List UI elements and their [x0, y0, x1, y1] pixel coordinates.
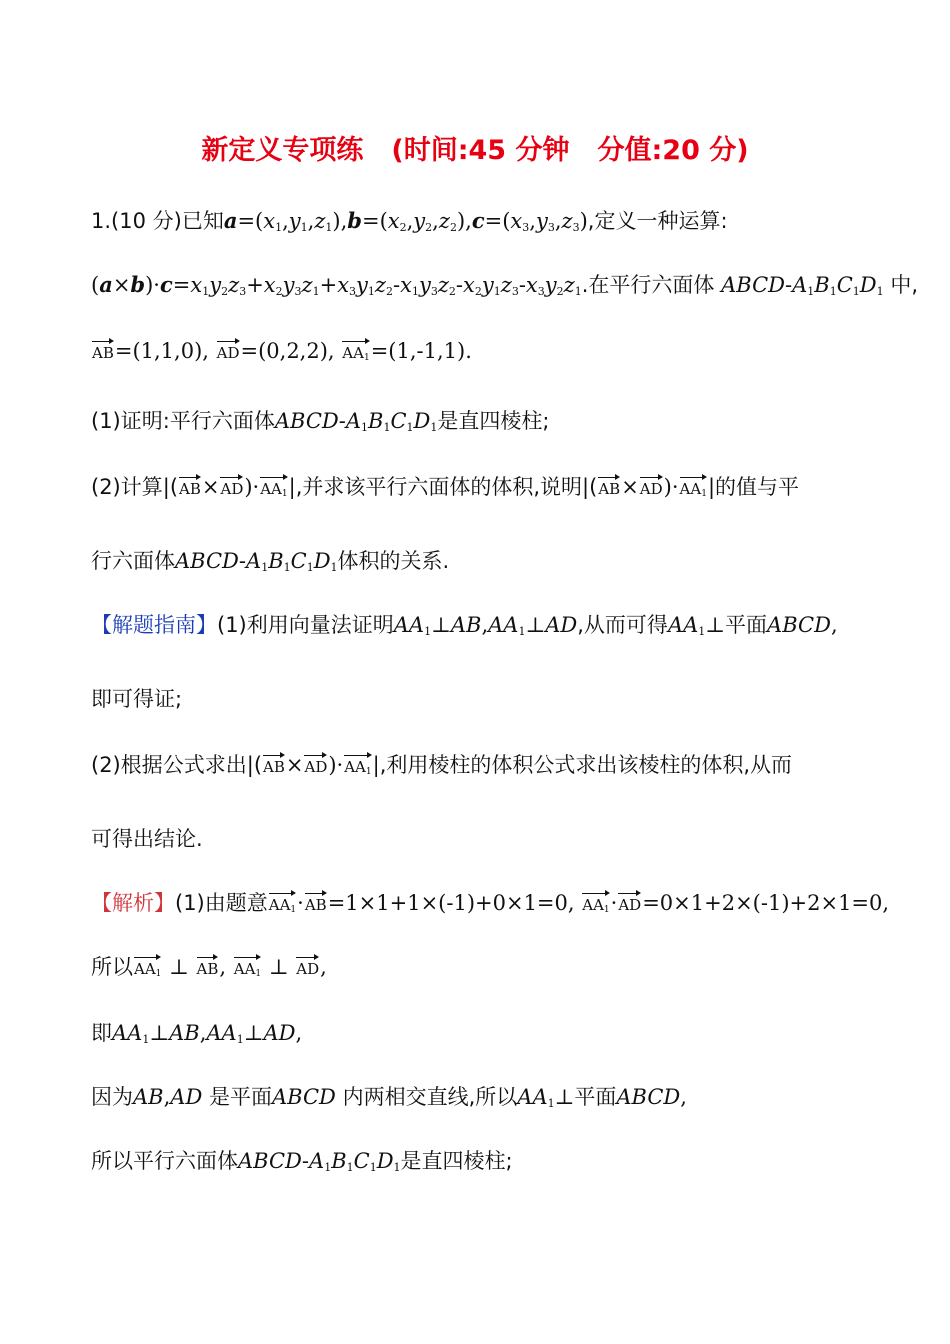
vector-aa1: $AA_1$: [260, 475, 287, 497]
solution-eq1: =1×1+1×(-1)+0×1=0,: [327, 891, 575, 915]
part1-text: (1)证明:平行六面体: [91, 409, 275, 433]
vector-aa1: $AA_1$: [344, 753, 371, 775]
solution-l3a: 即: [91, 1021, 112, 1045]
q1-part-2: (2)计算$|(AB\times AD)\cdot AA_1|$,并求该平行六面体的体积,说明$|(AB\times AD)\cdot AA_1|$的值与平: [91, 475, 800, 499]
q1-number: 1.(10 分): [91, 209, 182, 233]
guide-l1a: (1)利用向量法证明: [217, 613, 394, 637]
page-title: [0, 128, 950, 167]
q1-part-2-line-2: 行六面体ABCD-$A_1B_1C_1D_1$体积的关系.: [91, 549, 450, 574]
ab-value: =(1,1,0),: [114, 339, 209, 363]
solution-l5a: 所以平行六面体: [91, 1149, 238, 1173]
guide-line-3: (2)根据公式求出$|(AB\times AD)\cdot AA_1|$,利用棱柱的体积公式求出该棱柱的体积,从而: [91, 753, 793, 777]
vector-ab: AB: [598, 475, 620, 497]
solution-line-1: 【解析】(1)由题意$AA_1\cdot AB=1\times 1+1\times(-1)+0\times 1=0$, $AA_1\cdot AD=0\times 1+2\times(-1)+2\times 1=0$,: [91, 891, 890, 915]
q1-middle: 中,: [890, 273, 919, 297]
ad-value: =(0,2,2),: [240, 339, 335, 363]
vector-aa1: $AA_1$: [134, 955, 161, 977]
part2-end: |的值与平: [707, 475, 800, 499]
vector-ab: AB: [305, 891, 327, 913]
guide-line-1: 【解题指南】(1)利用向量法证明$AA_1\perp AB,AA_1\perp AD$,从而可得$AA_1\perp$平面ABCD,: [91, 613, 838, 638]
q1-part-1: (1)证明:平行六面体ABCD-$A_1B_1C_1D_1$是直四棱柱;: [91, 409, 550, 434]
vector-aa1: $AA_1$: [234, 955, 261, 977]
solution-l4a: 因为: [91, 1085, 133, 1109]
vector-ad: AD: [217, 339, 240, 361]
solution-line-4: 因为AB,AD 是平面ABCD 内两相交直线,所以$AA_1\perp$平面ABCD,: [91, 1085, 687, 1110]
guide-tag: 【解题指南】: [91, 613, 217, 637]
vector-ad: AD: [220, 475, 243, 497]
solution-l4d: 平面: [574, 1085, 617, 1109]
guide-l1b: ,从而可得: [577, 613, 668, 637]
solution-eq2: =0×1+2×(-1)+2×1=0,: [642, 891, 890, 915]
vector-ad: AD: [296, 955, 319, 977]
vector-ab: AB: [197, 955, 219, 977]
q1-line-1: 1.(10 分)已知$a=(x_1,y_1,z_1),b=(x_2,y_2,z_2),c=(x_3,y_3,z_3)$,定义一种运算:: [91, 208, 728, 234]
vector-ad: AD: [640, 475, 663, 497]
part2-line2: 行六面体: [91, 549, 175, 573]
q1-line-2: $(a\times b)\cdot c=x_1y_2z_3+x_2y_3z_1+x_3y_1z_2-x_1y_3z_2-x_2y_1z_3-x_3y_2z_1$.在平行六面体 ABCD-$A_1B_1C_1D_1$ 中,: [91, 272, 919, 298]
guide-l2: 即可得证;: [91, 687, 183, 711]
solution-l4c: 内两相交直线,所以: [342, 1085, 518, 1109]
title-main: 新定义专项练: [201, 135, 364, 166]
guide-l3b: ,利用棱柱的体积公式求出该棱柱的体积,从而: [379, 753, 793, 777]
part2-mid: ,并求该平行六面体的体积,说明|(: [295, 475, 598, 499]
part2-text: (2)计算|(: [91, 475, 179, 499]
solution-l2a: 所以: [91, 955, 133, 979]
vector-ab: AB: [263, 753, 285, 775]
guide-l1c: 平面: [725, 613, 768, 637]
guide-line-2: [91, 684, 881, 714]
title-time: (时间:45 分钟: [391, 135, 570, 166]
vector-aa1: $AA_1$: [269, 891, 296, 913]
guide-l4: 可得出结论.: [91, 827, 203, 851]
vector-aa1: $AA_1$: [342, 339, 369, 361]
vector-ab: AB: [179, 475, 201, 497]
aa1-value: =(1,-1,1).: [370, 339, 472, 363]
solution-line-5: 所以平行六面体ABCD-$A_1B_1C_1D_1$是直四棱柱;: [91, 1149, 513, 1174]
vector-aa1: $AA_1$: [680, 475, 707, 497]
guide-l3a: (2)根据公式求出|(: [91, 753, 263, 777]
vector-ad: AD: [618, 891, 641, 913]
q1-def: ,定义一种运算:: [587, 209, 728, 233]
q1-in-para: .在平行六面体: [581, 273, 715, 297]
solution-line-2: 所以$AA_1$ ⊥ AB, $AA_1$ ⊥ AD,: [91, 955, 327, 979]
part1-end: 是直四棱柱;: [437, 409, 550, 433]
q1-line-3: [91, 336, 881, 366]
solution-l4b: 是平面: [209, 1085, 272, 1109]
vector-aa1: $AA_1$: [582, 891, 609, 913]
vector-ad: AD: [304, 753, 327, 775]
part2-line2-end: 体积的关系.: [337, 549, 450, 573]
solution-l5b: 是直四棱柱;: [400, 1149, 513, 1173]
vector-ab: AB: [92, 339, 114, 361]
solution-tag: 【解析】: [91, 891, 175, 915]
title-score: 分值:20 分): [597, 135, 749, 166]
solution-l1a: (1)由题意: [175, 891, 268, 915]
solution-line-3: 即$AA_1\perp AB,AA_1\perp AD$,: [91, 1021, 303, 1046]
q1-lead: 已知: [181, 209, 224, 233]
guide-line-4: [91, 824, 881, 854]
